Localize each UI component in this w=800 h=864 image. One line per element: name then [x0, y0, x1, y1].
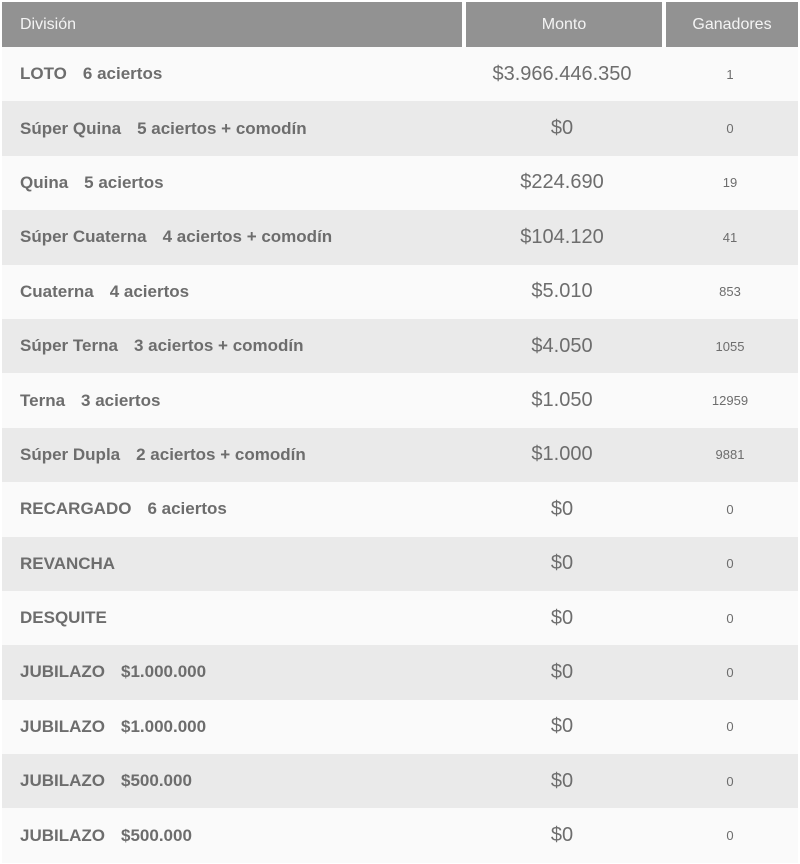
monto-cell: $0 — [550, 715, 574, 738]
ganadores-cell: 0 — [726, 556, 734, 572]
division-name: LOTO — [20, 64, 67, 84]
division-name: JUBILAZO — [20, 662, 105, 682]
monto-cell: $0 — [550, 606, 574, 629]
division-cell — [2, 608, 462, 628]
monto-cell: $1.050 — [531, 389, 593, 412]
column-header-ganadores-label: Ganadores — [692, 15, 772, 33]
division-detail: $500.000 — [121, 825, 192, 845]
monto-cell: $1.000 — [531, 443, 593, 466]
division-name: Terna — [20, 390, 66, 410]
division-cell — [2, 717, 462, 737]
division-detail: $1.000.000 — [121, 716, 207, 736]
table-row — [2, 319, 798, 373]
table-row — [2, 645, 798, 699]
division-detail: $1.000.000 — [121, 662, 207, 682]
table-row — [2, 47, 798, 101]
ganadores-cell: 0 — [726, 501, 734, 517]
column-header-monto-label: Monto — [541, 15, 587, 33]
monto-cell: $4.050 — [531, 334, 593, 357]
division-name: JUBILAZO — [20, 716, 105, 736]
division-detail: 6 aciertos — [147, 499, 227, 519]
ganadores-cell: 12959 — [711, 393, 749, 409]
ganadores-cell: 0 — [726, 773, 734, 789]
division-detail: $500.000 — [121, 771, 192, 791]
division-detail: 3 aciertos + comodín — [133, 336, 304, 356]
division-name: JUBILAZO — [20, 825, 105, 845]
division-name: Súper Terna — [20, 336, 118, 356]
division-cell — [2, 445, 462, 465]
division-detail: 3 aciertos — [81, 390, 161, 410]
division-cell — [2, 662, 462, 682]
monto-cell: $3.966.446.350 — [492, 62, 632, 85]
table-row — [2, 428, 798, 482]
division-name: Súper Dupla — [20, 444, 121, 464]
table-row — [2, 101, 798, 155]
division-cell — [2, 336, 462, 356]
table-row — [2, 537, 798, 591]
division-name: REVANCHA — [20, 553, 116, 573]
division-cell — [2, 826, 462, 846]
division-detail: 6 aciertos — [82, 64, 163, 84]
table-row — [2, 700, 798, 754]
ganadores-cell: 0 — [726, 610, 734, 626]
division-cell — [2, 173, 462, 193]
ganadores-cell: 9881 — [715, 447, 745, 463]
ganadores-cell: 0 — [726, 828, 734, 844]
division-cell — [2, 119, 462, 139]
division-cell — [2, 554, 462, 574]
monto-cell: $0 — [550, 824, 574, 847]
division-name: JUBILAZO — [20, 771, 105, 791]
column-header-ganadores — [662, 2, 798, 47]
monto-cell: $5.010 — [531, 280, 593, 303]
division-name: Quina — [20, 172, 69, 192]
ganadores-cell: 853 — [719, 284, 741, 300]
monto-cell: $224.690 — [520, 171, 604, 194]
ganadores-cell: 19 — [722, 175, 738, 191]
division-cell — [2, 391, 462, 411]
division-detail: 4 aciertos + comodín — [162, 227, 333, 247]
division-name: Cuaterna — [20, 281, 94, 301]
division-cell — [2, 499, 462, 519]
division-detail: 2 aciertos + comodín — [136, 444, 306, 464]
monto-cell: $0 — [550, 117, 574, 140]
division-detail: 5 aciertos — [84, 172, 164, 192]
division-cell — [2, 282, 462, 302]
division-detail: 4 aciertos — [109, 281, 190, 301]
division-name: DESQUITE — [20, 608, 107, 628]
ganadores-cell: 0 — [726, 719, 734, 735]
table-row — [2, 808, 798, 862]
table-header — [2, 2, 798, 47]
division-cell — [2, 64, 462, 84]
column-header-division — [2, 2, 462, 47]
monto-cell: $104.120 — [520, 225, 604, 248]
ganadores-cell: 1055 — [715, 338, 745, 354]
table-body — [2, 47, 798, 863]
monto-cell: $0 — [550, 660, 574, 683]
division-name: Súper Quina — [20, 118, 122, 138]
table-row — [2, 373, 798, 427]
table-row — [2, 754, 798, 808]
division-name: Súper Cuaterna — [20, 227, 147, 247]
table-row — [2, 265, 798, 319]
table-row — [2, 591, 798, 645]
ganadores-cell: 41 — [722, 229, 738, 245]
column-header-monto — [462, 2, 662, 47]
column-header-division-label: División — [20, 15, 77, 33]
table-row — [2, 482, 798, 536]
ganadores-cell: 0 — [726, 121, 734, 137]
division-detail: 5 aciertos + comodín — [137, 118, 307, 138]
division-name: RECARGADO — [20, 499, 132, 519]
table-row — [2, 210, 798, 264]
division-cell — [2, 227, 462, 247]
monto-cell: $0 — [550, 497, 574, 520]
monto-cell: $0 — [550, 769, 574, 792]
table-row — [2, 156, 798, 210]
division-cell — [2, 771, 462, 791]
ganadores-cell: 1 — [726, 66, 734, 82]
monto-cell: $0 — [550, 552, 574, 575]
ganadores-cell: 0 — [726, 664, 734, 680]
